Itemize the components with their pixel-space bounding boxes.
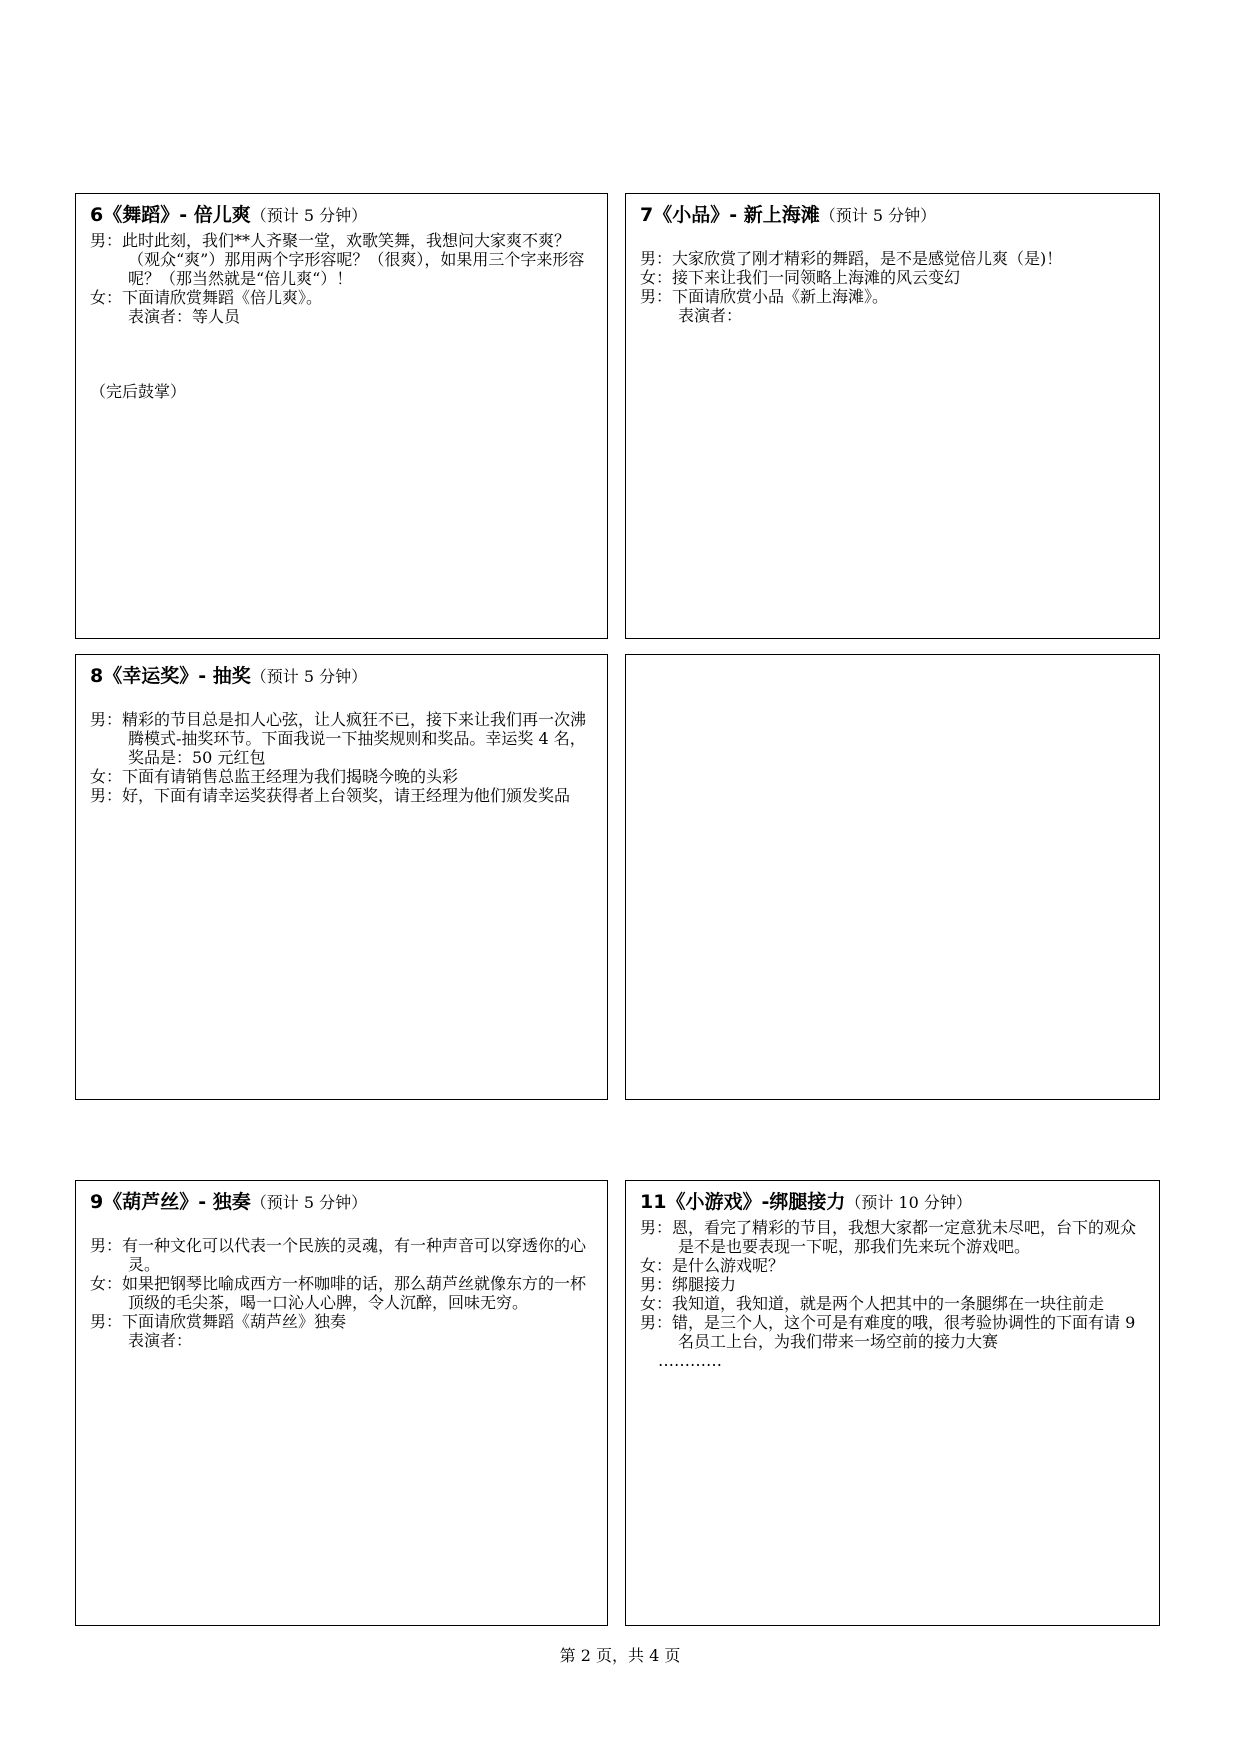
page-footer: 第 2 页，共 4 页 — [559, 1646, 681, 1665]
program-card-9 — [75, 1180, 608, 1626]
script-line: 女：下面请欣赏舞蹈《倍儿爽》。 — [90, 288, 323, 307]
script-line: 男：错，是三个人，这个可是有难度的哦，很考验协调性的下面有请 9 名员工上台，为我们带来一场空前的接力大赛 — [640, 1313, 1136, 1351]
program-title: 7《小品》- 新上海滩（预计 5 分钟） — [640, 204, 937, 226]
script-line: 女：接下来让我们一同领略上海滩的风云变幻 — [640, 268, 961, 287]
script-line: 女：是什么游戏呢？ — [640, 1256, 785, 1275]
stage-note: （完后鼓掌） — [90, 382, 187, 401]
script-line: 男：绑腿接力 — [640, 1275, 737, 1294]
empty-card — [625, 654, 1160, 1100]
script-line: 女：下面有请销售总监王经理为我们揭晓今晚的头彩 — [90, 767, 459, 786]
script-line: 女：我知道，我知道，就是两个人把其中的一条腿绑在一块往前走 — [640, 1294, 1105, 1313]
program-card-7 — [625, 193, 1160, 639]
performer-line: 表演者： — [678, 306, 743, 325]
program-card-11 — [625, 1180, 1160, 1626]
ellipsis: ………… — [658, 1351, 722, 1370]
script-line: 男：恩，看完了精彩的节目，我想大家都一定意犹未尽吧，台下的观众是不是也要表现一下呢，那我们先来玩个游戏吧。 — [640, 1218, 1137, 1256]
script-line: 男：好，下面有请幸运奖获得者上台领奖，请王经理为他们颁发奖品 — [90, 786, 571, 805]
program-title: 6《舞蹈》- 倍儿爽（预计 5 分钟） — [90, 204, 368, 226]
script-line: 男：精彩的节目总是扣人心弦，让人疯狂不已，接下来让我们再一次沸腾模式-抽奖环节。下面我说一下抽奖规则和奖品。幸运奖 4 名，奖品是：50 元红包 — [90, 710, 587, 767]
script-line: 男：有一种文化可以代表一个民族的灵魂，有一种声音可以穿透你的心灵。 — [90, 1236, 587, 1274]
script-line: 男：下面请欣赏舞蹈《葫芦丝》独奏 — [90, 1312, 347, 1331]
program-card-6 — [75, 193, 608, 639]
script-line: 男：此时此刻，我们**人齐聚一堂，欢歌笑舞，我想问大家爽不爽？（观众“爽”）那用两个字形容呢？（很爽），如果用三个字来形容呢？（那当然就是“倍儿爽“）！ — [90, 231, 585, 288]
performer-line: 表演者：等人员 — [128, 307, 241, 326]
performer-line: 表演者： — [128, 1331, 193, 1350]
program-card-8 — [75, 654, 608, 1100]
script-line: 男：大家欣赏了刚才精彩的舞蹈，是不是感觉倍儿爽（是)！ — [640, 249, 1063, 268]
program-title: 11《小游戏》-绑腿接力（预计 10 分钟） — [640, 1191, 972, 1213]
script-line: 女：如果把钢琴比喻成西方一杯咖啡的话，那么葫芦丝就像东方的一杯顶级的毛尖茶，喝一口沁人心脾，令人沉醉，回味无穷。 — [90, 1274, 587, 1312]
script-line: 男：下面请欣赏小品《新上海滩》。 — [640, 287, 889, 306]
program-title: 8《幸运奖》- 抽奖（预计 5 分钟） — [90, 665, 368, 687]
program-title: 9《葫芦丝》- 独奏（预计 5 分钟） — [90, 1191, 368, 1213]
